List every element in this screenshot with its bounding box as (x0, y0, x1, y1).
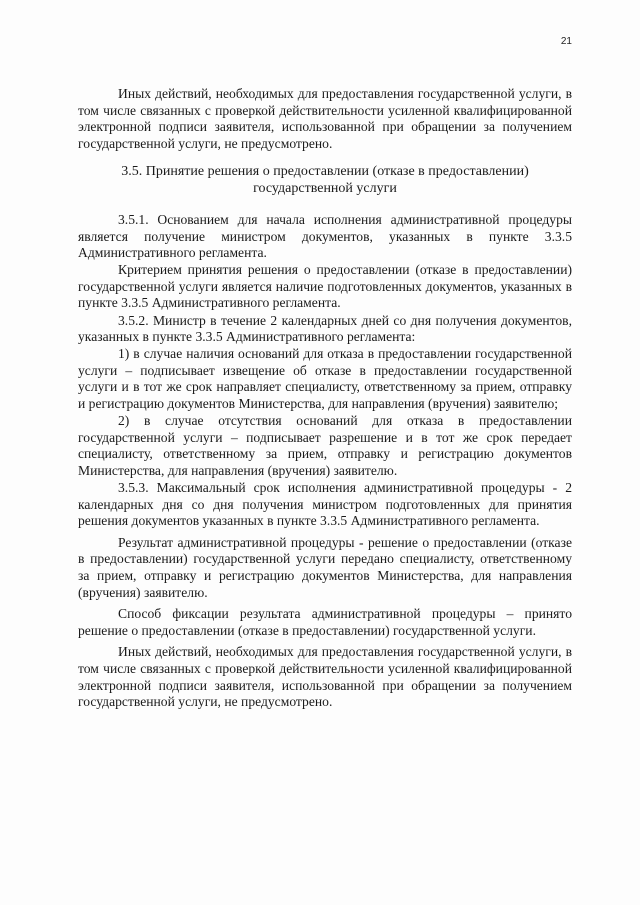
section-heading-line: 3.5. Принятие решения о предоставлении (отказе в предоставлении) (121, 164, 529, 179)
paragraph-other-actions: Иных действий, необходимых для предоставления государственной услуги, в том числе связанных с проверкой действительности усиленной квалифицированной электронной подписи заявителя, использованной при обращении за получением государственной услуги, не предусмотрено. (78, 644, 572, 710)
section-heading-line: государственной услуги (253, 181, 397, 196)
list-item-2: 2) в случае отсутствия оснований для отказа в предоставлении государственной услуги – подписывает разрешение и в тот же срок передает специалисту, ответственному за прием, отправку и регистрацию документов Министерства, для направления (вручения) заявителю. (78, 413, 572, 478)
paragraph-3-5-1: 3.5.1. Основанием для начала исполнения административной процедуры является получение министром документов, указанных в пункте 3.3.5 Административного регламента. (78, 212, 572, 261)
paragraph-fixation: Способ фиксации результата административной процедуры – принято решение о предоставлении (отказе в предоставлении) государственной услуги. (78, 606, 572, 638)
paragraph-criterion: Критерием принятия решения о предоставлении (отказе в предоставлении) государственной услуги является наличие подготовленных документов, указанных в пункте 3.3.5 Административного регламента. (78, 262, 572, 311)
list-item-1: 1) в случае наличия оснований для отказа в предоставлении государственной услуги – подписывает извещение об отказе в предоставлении государственной услуги и в тот же срок направляет специалисту, ответственному за прием, отправку и регистрацию документов Министерства, для направления (вручения) заявителю; (78, 346, 572, 412)
paragraph-result: Результат административной процедуры - решение о предоставлении (отказе в предоставлении) государственной услуги передано специалисту, ответственному за прием, отправку и регистрацию документов Министерства, для направления (вручения) заявителю. (78, 534, 572, 600)
intro-block (78, 86, 572, 152)
section-heading (78, 163, 572, 197)
paragraph: Иных действий, необходимых для предоставления государственной услуги, в том числе связанных с проверкой действительности усиленной квалифицированной электронной подписи заявителя, использованной при обращении за получением государственной услуги, не предусмотрено. (78, 86, 572, 151)
section-body (78, 212, 572, 711)
paragraph-3-5-3: 3.5.3. Максимальный срок исполнения административной процедуры - 2 календарных дня со дня получения министром подготовленных для принятия решения документов указанных в пункте 3.3.5 Административного регламента. (78, 480, 572, 529)
paragraph-3-5-2: 3.5.2. Министр в течение 2 календарных дней со дня получения документов, указанных в пункте 3.3.5 Административного регламента: (78, 312, 572, 345)
page-number: 21 (560, 36, 572, 47)
